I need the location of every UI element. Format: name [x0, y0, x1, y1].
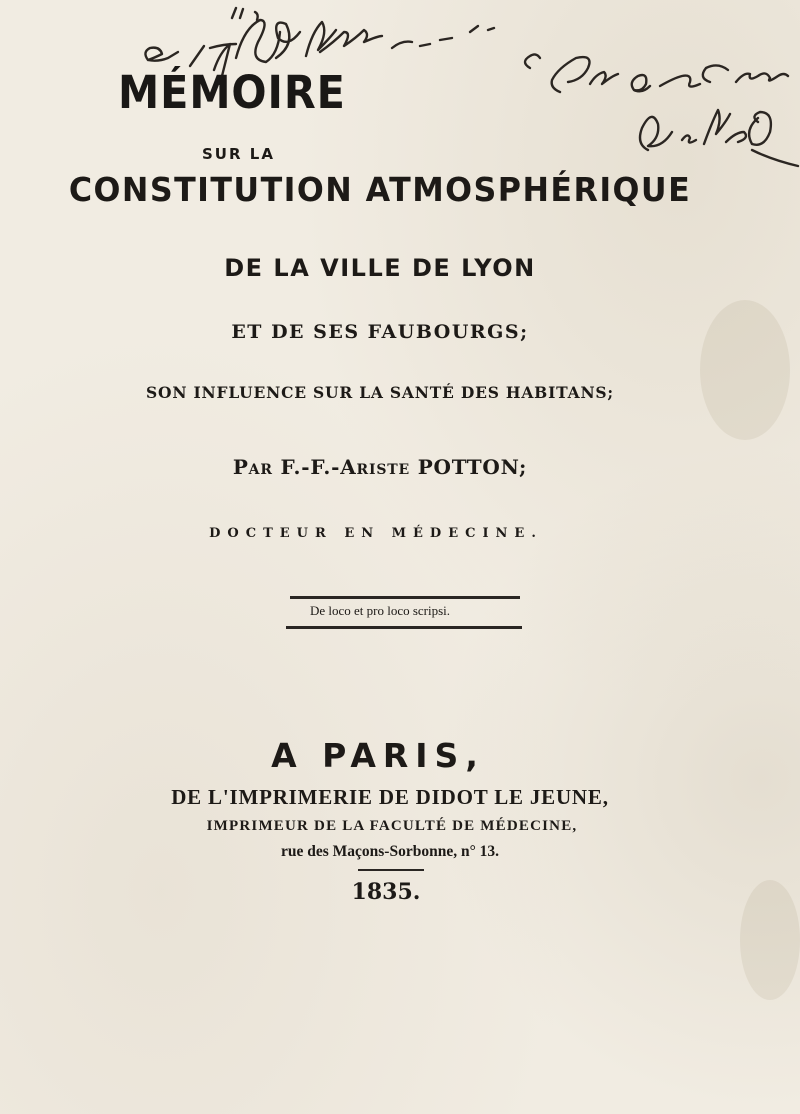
author-title: DOCTEUR EN MÉDECINE. [209, 526, 543, 541]
rule-top [290, 596, 520, 599]
handwritten-inscription [0, 0, 800, 260]
title-constitution: CONSTITUTION ATMOSPHÉRIQUE [68, 170, 692, 209]
imprint-address: rue des Maçons-Sorbonne, n° 13. [280, 843, 500, 860]
rule-bottom [286, 626, 522, 629]
title-influence: SON INFLUENCE SUR LA SANTÉ DES HABITANS; [146, 383, 614, 402]
year-rule [358, 869, 424, 871]
title-faubourgs: ET DE SES FAUBOURGS; [231, 321, 529, 343]
title-ville-de-lyon: DE LA VILLE DE LYON [224, 254, 536, 282]
imprint-printer-title: IMPRIMEUR DE LA FACULTÉ DE MÉDECINE, [206, 818, 578, 834]
author-prefix: Par F.-F.-Ariste [232, 455, 410, 479]
imprint-printer: DE L'IMPRIMERIE DE DIDOT LE JEUNE, [171, 785, 609, 809]
title-memoire: MÉMOIRE [118, 66, 346, 119]
imprint-city: A PARIS, [271, 736, 485, 775]
author-line [0, 455, 780, 479]
epigraph: De loco et pro loco scripsi. [309, 603, 451, 618]
subtitle-sur-la: SUR LA [202, 145, 275, 163]
author-name: POTTON; [417, 455, 528, 479]
imprint-year: 1835. [351, 879, 421, 905]
